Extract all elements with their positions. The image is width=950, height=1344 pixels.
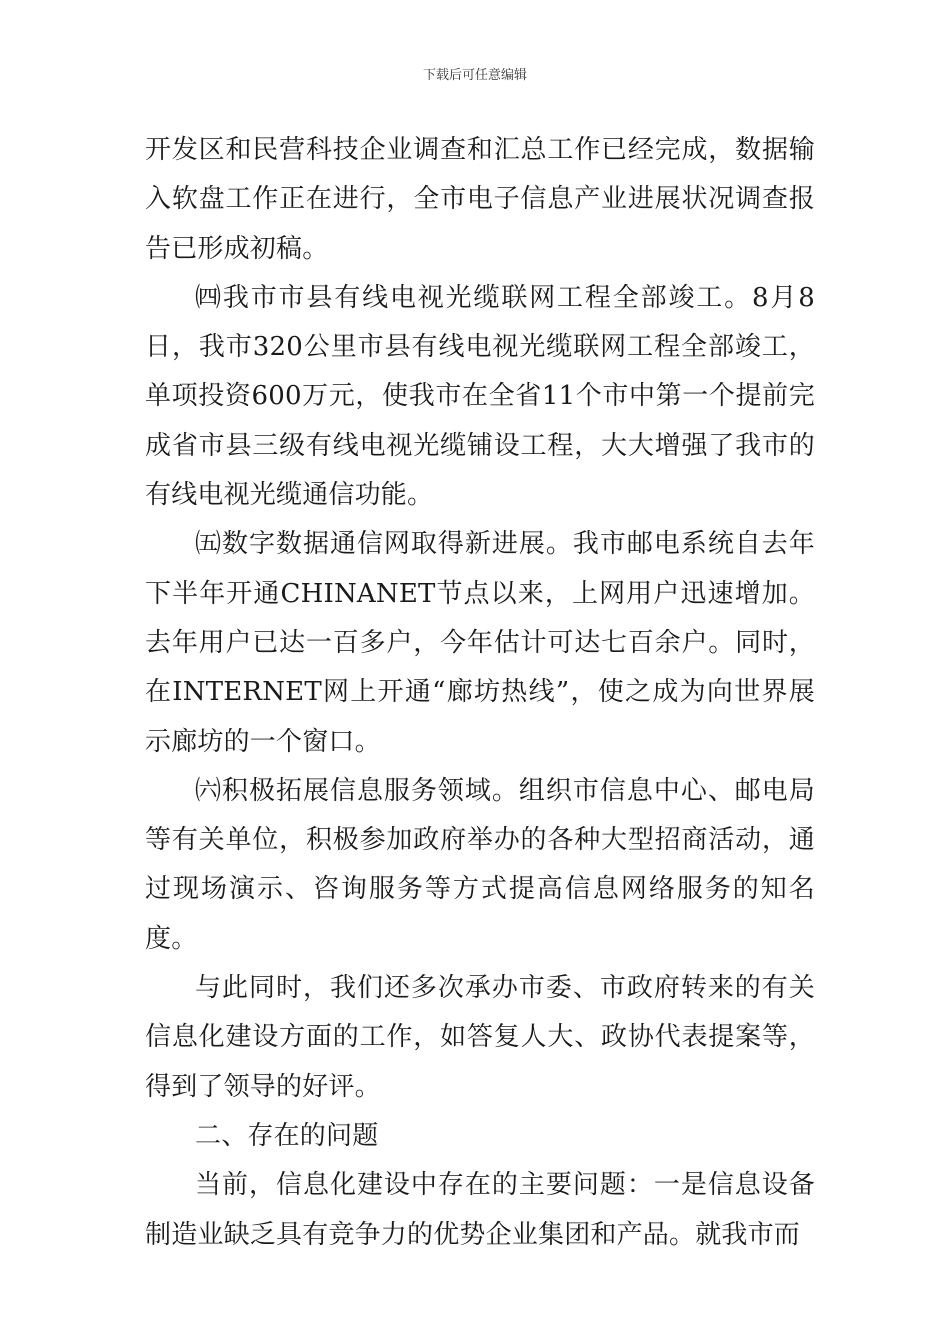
paragraph-1: 开发区和民营科技企业调查和汇总工作已经完成，数据输入软盘工作正在进行，全市电子信息产业进展状况调查报告已形成初稿。 [145, 135, 815, 264]
paragraph-6: 当前，信息化建设中存在的主要问题：一是信息设备制造业缺乏具有竞争力的优势企业集团和产品。就我市而 [145, 1170, 815, 1250]
paragraph-5: 与此同时，我们还多次承办市委、市政府转来的有关信息化建设方面的工作，如答复人大、政协代表提案等，得到了领导的好评。 [145, 973, 815, 1102]
document-body [145, 126, 815, 1260]
paragraph-3: ㈤数字数据通信网取得新进展。我市邮电系统自去年下半年开通CHINANET节点以来，上网用户迅速增加。去年用户已达一百多户，今年估计可达七百余户。同时，在INTERNET网上开通“廊坊热线”，使之成为向世界展示廊坊的一个窗口。 [145, 529, 815, 757]
section-heading: 二、存在的问题 [195, 1120, 379, 1151]
paragraph-2: ㈣我市市县有线电视光缆联网工程全部竣工。8月8日，我市320公里市县有线电视光缆联网工程全部竣工，单项投资600万元，使我市在全省11个市中第一个提前完成省市县三级有线电视光缆铺设工程，大大增强了我市的有线电视光缆通信功能。 [145, 282, 815, 511]
paragraph-4: ㈥积极拓展信息服务领域。组织市信息中心、邮电局等有关单位，积极参加政府举办的各种大型招商活动，通过现场演示、咨询服务等方式提高信息网络服务的知名度。 [145, 775, 815, 954]
page-header: 下载后可任意编辑 [422, 68, 527, 83]
